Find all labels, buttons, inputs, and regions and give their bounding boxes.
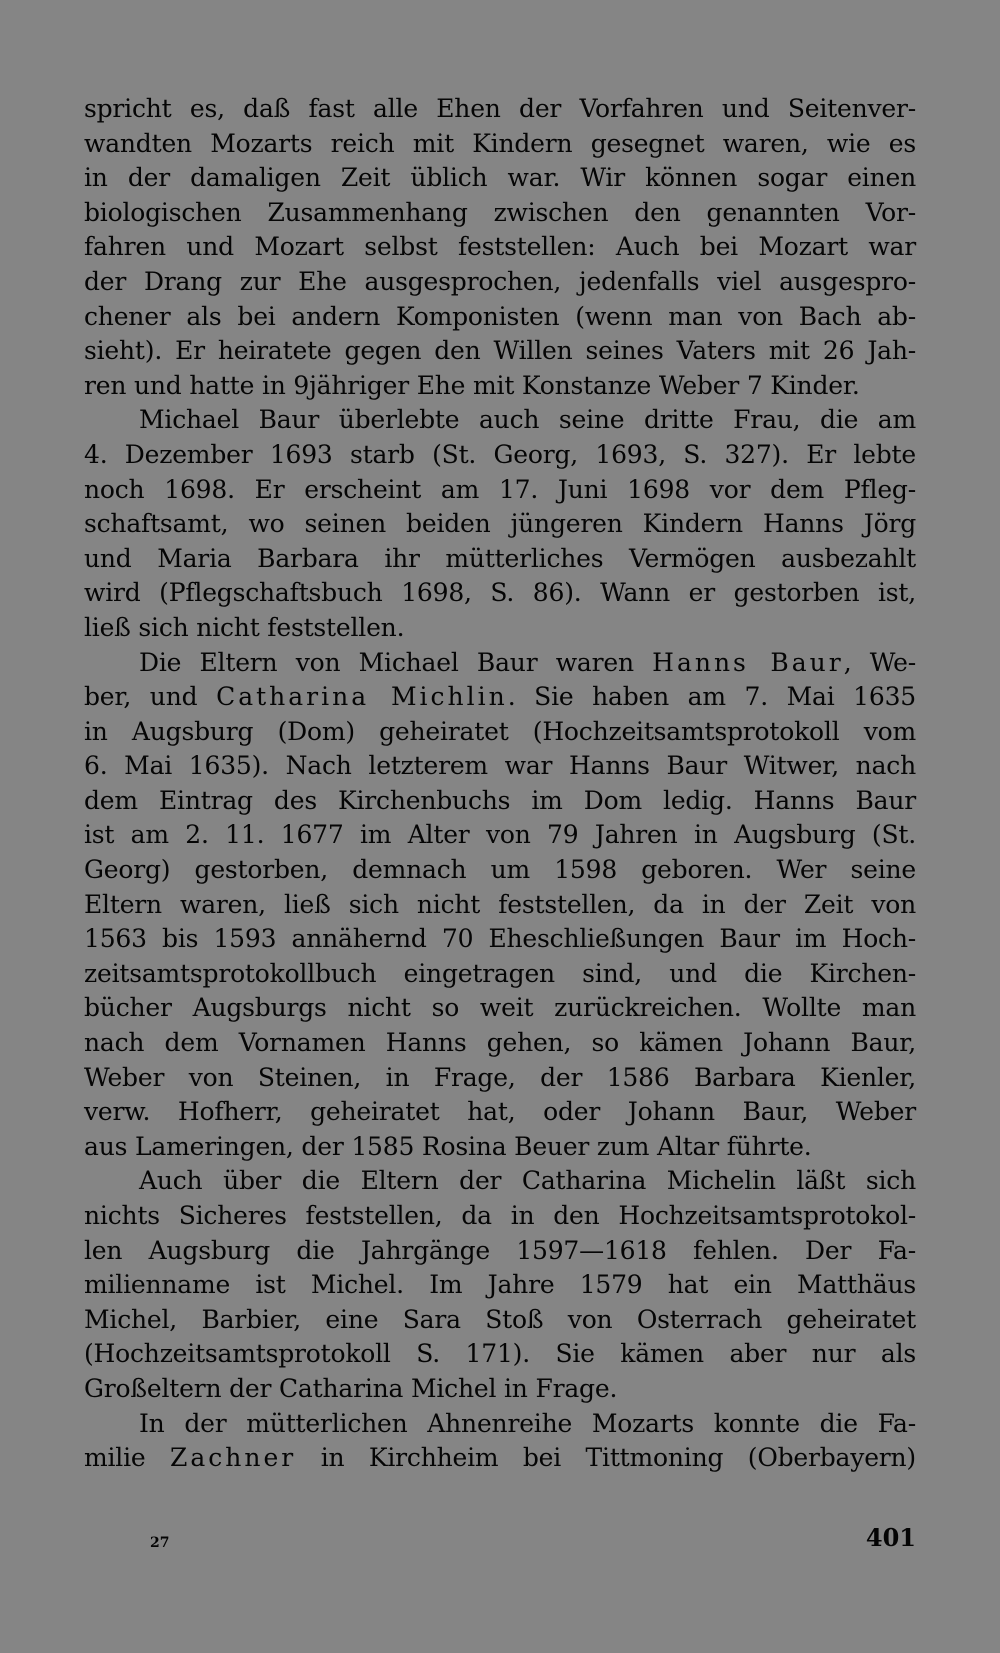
paragraph: [84, 403, 916, 645]
signature-mark: 27: [150, 1535, 170, 1551]
spaced-name: Zachner: [169, 1443, 297, 1473]
text-line: Weber von Steinen, in Frage, der 1586 Barbara Kienler,: [84, 1062, 916, 1092]
text-line: biologischen Zusammenhang zwischen den genannten Vor-: [84, 197, 916, 227]
text-line: nach dem Vornamen Hanns gehen, so kämen Johann Baur,: [84, 1028, 916, 1058]
spaced-name: Hanns Baur: [652, 647, 844, 677]
text-line: ließ sich nicht feststellen.: [84, 612, 405, 642]
text-line: Georg) gestorben, demnach um 1598 geboren. Wer seine: [84, 855, 916, 885]
text-segment: , We-: [843, 647, 917, 677]
paragraph: [84, 92, 916, 403]
document-body: [84, 92, 916, 1476]
text-line: [84, 680, 916, 715]
text-segment: in Kirchheim bei Tittmoning (Oberbayern): [296, 1443, 916, 1473]
text-line: wird (Pflegschaftsbuch 1698, S. 86). Wann er gestorben ist,: [84, 578, 916, 608]
text-segment: ber, und: [84, 682, 217, 712]
text-line: [84, 646, 916, 681]
text-line: Großeltern der Catharina Michel in Frage.: [84, 1373, 618, 1403]
text-line: 6. Mai 1635). Nach letzterem war Hanns Baur Witwer, nach: [84, 751, 916, 781]
text-line: in der damaligen Zeit üblich war. Wir können sogar einen: [84, 163, 916, 193]
text-line: bücher Augsburgs nicht so weit zurückreichen. Wollte man: [84, 993, 916, 1023]
text-line: verw. Hofherr, geheiratet hat, oder Johann Baur, Weber: [84, 1097, 916, 1127]
text-line: Auch über die Eltern der Catharina Michelin läßt sich: [139, 1166, 916, 1196]
text-line: wandten Mozarts reich mit Kindern gesegnet waren, wie es: [84, 128, 916, 158]
text-line: in Augsburg (Dom) geheiratet (Hochzeitsamtsprotokoll vom: [84, 716, 916, 746]
text-line: Eltern waren, ließ sich nicht feststellen, da in der Zeit von: [84, 889, 916, 919]
text-line: chener als bei andern Komponisten (wenn man von Bach ab-: [84, 301, 916, 331]
spaced-name: Catharina Michlin: [216, 682, 508, 712]
text-line: Michael Baur überlebte auch seine dritte Frau, die am: [139, 405, 916, 435]
paragraph: [84, 1407, 916, 1476]
text-line: nichts Sicheres feststellen, da in den Hochzeitsamtsprotokol-: [84, 1201, 916, 1230]
text-line: [84, 1441, 916, 1476]
text-line: fahren und Mozart selbst feststellen: Auch bei Mozart war: [84, 232, 916, 262]
text-line: ren und hatte in 9jähriger Ehe mit Konstanze Weber 7 Kinder.: [84, 370, 860, 400]
text-line: aus Lameringen, der 1585 Rosina Beuer zum Altar führte.: [84, 1131, 812, 1161]
text-line: (Hochzeitsamtsprotokoll S. 171). Sie kämen aber nur als: [84, 1339, 916, 1369]
text-line: In der mütterlichen Ahnenreihe Mozarts konnte die Fa-: [139, 1408, 916, 1438]
text-line: schaftsamt, wo seinen beiden jüngeren Kindern Hanns Jörg: [84, 509, 916, 539]
text-segment: . Sie haben am 7. Mai 1635: [507, 682, 917, 712]
text-line: ist am 2. 11. 1677 im Alter von 79 Jahren in Augsburg (St.: [84, 820, 916, 850]
paragraph: [84, 1164, 916, 1406]
text-line: spricht es, daß fast alle Ehen der Vorfahren und Seitenver-: [84, 94, 916, 123]
text-line: 4. Dezember 1693 starb (St. Georg, 1693, S. 327). Er lebte: [84, 439, 916, 469]
paragraph: [84, 646, 916, 1165]
page-footer: [84, 1523, 916, 1563]
text-line: dem Eintrag des Kirchenbuchs im Dom ledig. Hanns Baur: [84, 785, 916, 815]
text-line: 1563 bis 1593 annähernd 70 Eheschließungen Baur im Hoch-: [84, 924, 916, 954]
text-line: Michel, Barbier, eine Sara Stoß von Osterrach geheiratet: [84, 1304, 916, 1334]
text-line: len Augsburg die Jahrgänge 1597—1618 fehlen. Der Fa-: [84, 1235, 916, 1265]
text-segment: Die Eltern von Michael Baur waren: [139, 647, 653, 677]
text-line: sieht). Er heiratete gegen den Willen seines Vaters mit 26 Jah-: [84, 336, 916, 366]
text-line: der Drang zur Ehe ausgesprochen, jedenfalls viel ausgespro-: [84, 266, 916, 296]
text-line: zeitsamtsprotokollbuch eingetragen sind, und die Kirchen-: [84, 958, 916, 988]
text-line: noch 1698. Er erscheint am 17. Juni 1698 vor dem Pfleg-: [84, 474, 916, 504]
text-line: und Maria Barbara ihr mütterliches Vermögen ausbezahlt: [84, 543, 916, 573]
text-segment: milie: [84, 1443, 170, 1473]
text-line: milienname ist Michel. Im Jahre 1579 hat ein Matthäus: [84, 1270, 916, 1300]
page-number: 401: [865, 1523, 916, 1552]
